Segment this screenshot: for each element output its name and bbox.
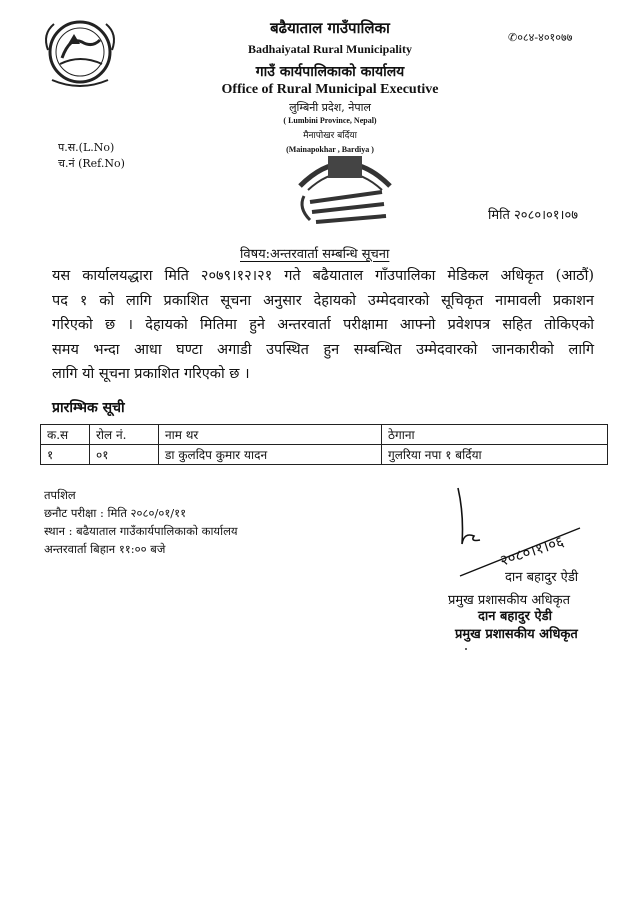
- province-english: ( Lumbini Province, Nepal): [283, 116, 377, 125]
- signatory-stamp-name: दान बहादुर ऐडी: [478, 609, 552, 624]
- interview-time: अन्तरवार्ता बिहान ११:०० बजे: [44, 542, 166, 556]
- body-line: गरिएको छ । देहायको मितिमा हुने अन्तरवार्ता परीक्षामा आफ्नो प्रवेशपत्र सहित तोकिएको: [52, 317, 594, 333]
- header-address: ठेगाना: [382, 425, 608, 445]
- candidate-list-table: [40, 424, 608, 465]
- header-name: नाम थर: [159, 425, 382, 445]
- reference-number-label: च.नं (Ref.No): [58, 157, 125, 170]
- body-line: लागि यो सूचना प्रकाशित गरिएको छ ।: [52, 366, 250, 382]
- header-serial: क.स: [41, 425, 90, 445]
- exam-date: छनौट परीक्षा : मिति २०८०/०१/११: [44, 506, 187, 520]
- details-label: तपशिल: [44, 488, 76, 502]
- municipality-name-nepali: बढैयाताल गाउँपालिका: [270, 19, 390, 37]
- body-line: पद १ को लागि प्रकाशित सूचना अनुसार देहायको उम्मेदवारको सूचिकृत नामावली प्रकाशन: [52, 292, 594, 309]
- signatory-stamp-title: प्रमुख प्रशासकीय अधिकृत: [455, 627, 578, 642]
- table-header-row: [41, 425, 608, 445]
- ink-dot: [465, 648, 467, 650]
- office-stamp: [290, 146, 400, 236]
- letter-number-label: प.स.(L.No): [58, 141, 115, 154]
- location-english: (Mainapokhar , Bardiya ): [286, 145, 374, 154]
- office-name-nepali: गाउँ कार्यपालिकाको कार्यालय: [255, 64, 405, 80]
- signatory-title: प्रमुख प्रशासकीय अधिकृत: [448, 593, 571, 608]
- cell-address: गुलरिया नपा १ बर्दिया: [382, 445, 608, 465]
- notice-body: [52, 264, 594, 387]
- letter-date: मिति २०८०।०१।०७: [488, 208, 578, 223]
- phone-number: ✆०८४-४०१०७७: [508, 31, 573, 44]
- body-line: यस कार्यालयद्धारा मिति २०७९।१२।२१ गते बढैयाताल गाँउपालिका मेडिकल अधिकृत (आठौं): [52, 268, 594, 284]
- municipality-name-english: Badhaiyatal Rural Municipality: [247, 42, 413, 56]
- location-nepali: मैनापोखर बर्दिया: [303, 131, 357, 141]
- exam-venue: स्थान : बढैयाताल गाउँकार्यपालिकाको कार्यालय: [44, 524, 238, 538]
- signatory-name: दान बहादुर ऐडी: [505, 570, 579, 585]
- preliminary-list-title: प्रारम्भिक सूची: [52, 400, 125, 416]
- header-roll-number: रोल नं.: [90, 425, 159, 445]
- table-row: [41, 445, 608, 465]
- cell-serial: १: [41, 445, 90, 465]
- municipality-emblem-logo: [30, 14, 130, 94]
- cell-roll-number: ०१: [90, 445, 159, 465]
- province-nepali: लुम्बिनी प्रदेश, नेपाल: [289, 101, 371, 114]
- cell-name: डा कुलदिप कुमार यादन: [159, 445, 382, 465]
- office-name-english: Office of Rural Municipal Executive: [221, 82, 439, 97]
- signature-date: २०८०।१।०६: [497, 532, 566, 570]
- body-line: समय भन्दा आधा घण्टा अगाडी उपस्थित हुन सम्बन्धित उम्मेदवारको जानकारीको लागि: [52, 341, 594, 358]
- letter-subject: विषय:अन्तरवार्ता सम्बन्धि सूचना: [240, 247, 390, 262]
